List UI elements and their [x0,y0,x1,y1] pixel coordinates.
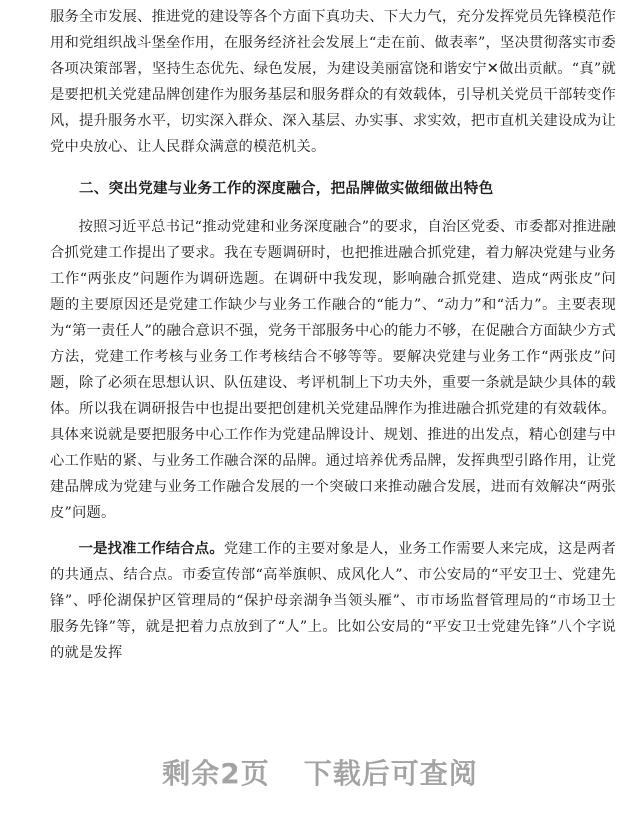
download-banner[interactable] [0,752,640,792]
paragraph-3 [50,536,616,666]
paragraph-3-body: 党建工作的主要对象是人，业务工作需要人来完成，这是两者的共通点、结合点。市委宣传部“高举旗帜、成风化人”、市公安局的“平安卫士、党建先锋”、呼伦湖保护区管理局的“保护母亲湖争当领头雁”、市市场监督管理局的“市场卫士服务先锋”等，就是把着力点放到了“人”上。比如公安局的“平安卫士党建先锋”八个字说的就是发挥 [50,541,616,661]
paragraph-2: 按照习近平总书记“推动党建和业务深度融合”的要求，自治区党委、市委都对推进融合抓党建工作提出了要求。我在专题调研时，也把推进融合抓党建，着力解决党建与业务工作“两张皮”问题作为调研选题。在调研中我发现，影响融合抓党建、造成“两张皮”问题的主要原因还是党建工作缺少与业务工作融合的“能力”、“动力”和“活力”。主要表现为“第一责任人”的融合意识不强，党务干部服务中心的能力不够，在促融合方面缺少方式方法，党建工作考核与业务工作考核结合不够等等。要解决党建与业务工作“两张皮”问题，除了必须在思想认识、队伍建设、考评机制上下功夫外，重要一条就是缺少具体的载体。所以我在调研报告中也提出要把创建机关党建品牌作为推进融合抓党建的有效载体。具体来说就是要把服务中心工作作为党建品牌设计、规划、推进的出发点，精心创建与中心工作贴的紧、与业务工作融合深的品牌。通过培养优秀品牌，发挥典型引路作用，让党建品牌成为党建与业务工作融合发展的一个突破口来推动融合发展，进而有效解决“两张皮”问题。 [50,219,616,521]
document-body [50,0,616,666]
section-heading-2: 二、突出党建与业务工作的深度融合，把品牌做实做细做出特色 [79,180,494,197]
paragraph-1: 服务全市发展、推进党的建设等各个方面下真功夫、下大力气，充分发挥党员先锋模范作用和党组织战斗堡垒作用，在服务经济社会发展上“走在前、做表率”，坚决贯彻落实市委各项决策部署，坚持生态优先、绿色发展，为建设美丽富饶和谐安宁✕做出贡献。“真”就是要把机关党建品牌创建作为服务基层和服务群众的有效载体，引导机关党员干部转变作风，提升服务水平，切实深入群众、深入基层、办实事、求实效，把市直机关建设成为让党中央放心、让人民群众满意的模范机关。 [50,9,616,155]
download-prompt-label: 下载后可查阅 [303,757,478,790]
remaining-pages-label: 剩余2页 [162,757,270,790]
paragraph-gap [50,526,616,536]
paragraph-3-lead: 一是找准工作结合点。 [78,541,224,557]
